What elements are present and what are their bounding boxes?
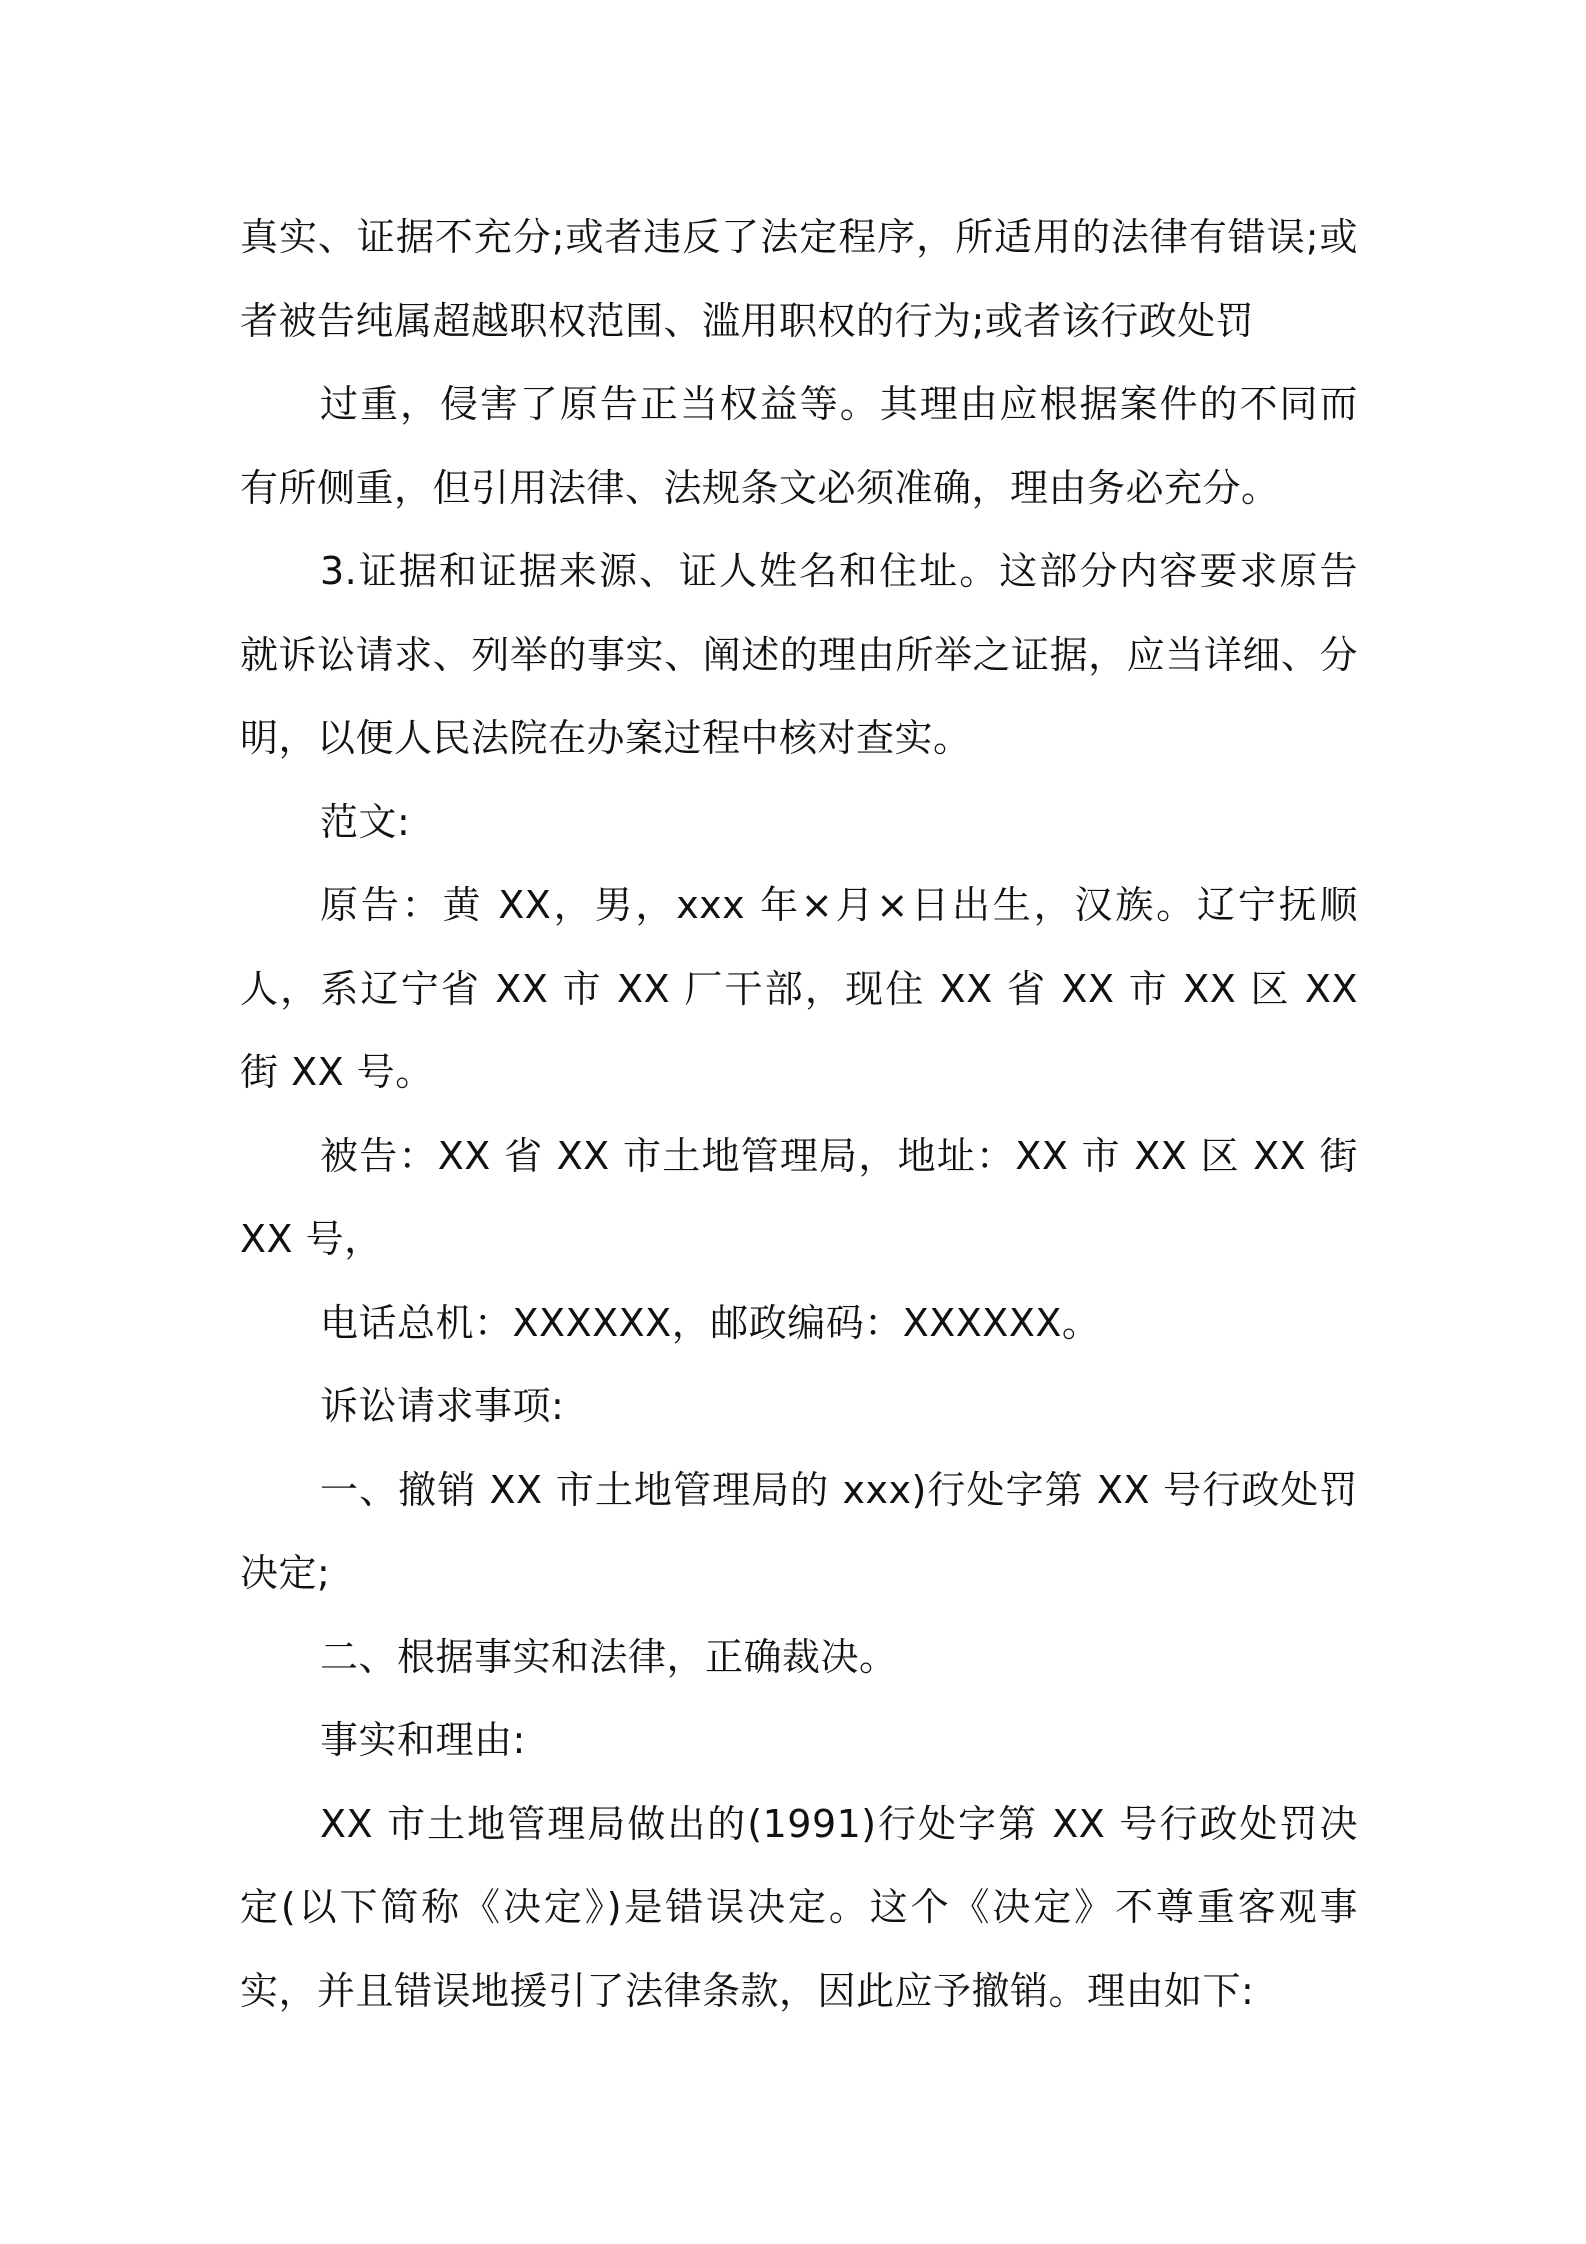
paragraph-12: XX 市土地管理局做出的(1991)行处字第 XX 号行政处罚决定(以下简称《决定》)是错误决定。这个《决定》不尊重客观事实，并且错误地援引了法律条款，因此应予撤销。理由如下: <box>240 1801 1358 2013</box>
paragraph-1: 真实、证据不充分;或者违反了法定程序，所适用的法律有错误;或者被告纯属超越职权范围、滥用职权的行为;或者该行政处罚 <box>240 215 1358 343</box>
paragraph-8: 诉讼请求事项: <box>320 1384 565 1428</box>
paragraph-7: 电话总机：XXXXXX，邮政编码：XXXXXX。 <box>320 1300 1101 1345</box>
document-body <box>240 196 1358 2033</box>
paragraph-4: 范文: <box>320 799 411 844</box>
paragraph-5: 原告：黄 XX，男，xxx 年×月×日出生，汉族。辽宁抚顺人，系辽宁省 XX 市 XX 厂干部，现住 XX 省 XX 市 XX 区 XX 街 XX 号。 <box>240 883 1358 1094</box>
paragraph-2: 过重，侵害了原告正当权益等。其理由应根据案件的不同而有所侧重，但引用法律、法规条文必须准确，理由务必充分。 <box>240 382 1358 510</box>
paragraph-9: 一、撤销 XX 市土地管理局的 xxx)行处字第 XX 号行政处罚决定; <box>240 1467 1358 1595</box>
paragraph-10: 二、根据事实和法律，正确裁决。 <box>320 1634 898 1679</box>
paragraph-6: 被告：XX 省 XX 市土地管理局，地址：XX 市 XX 区 XX 街 XX 号， <box>240 1133 1358 1261</box>
paragraph-3: 3.证据和证据来源、证人姓名和住址。这部分内容要求原告就诉讼请求、列举的事实、阐述的理由所举之证据，应当详细、分明，以便人民法院在办案过程中核对查实。 <box>240 549 1358 760</box>
paragraph-11: 事实和理由: <box>320 1718 526 1762</box>
